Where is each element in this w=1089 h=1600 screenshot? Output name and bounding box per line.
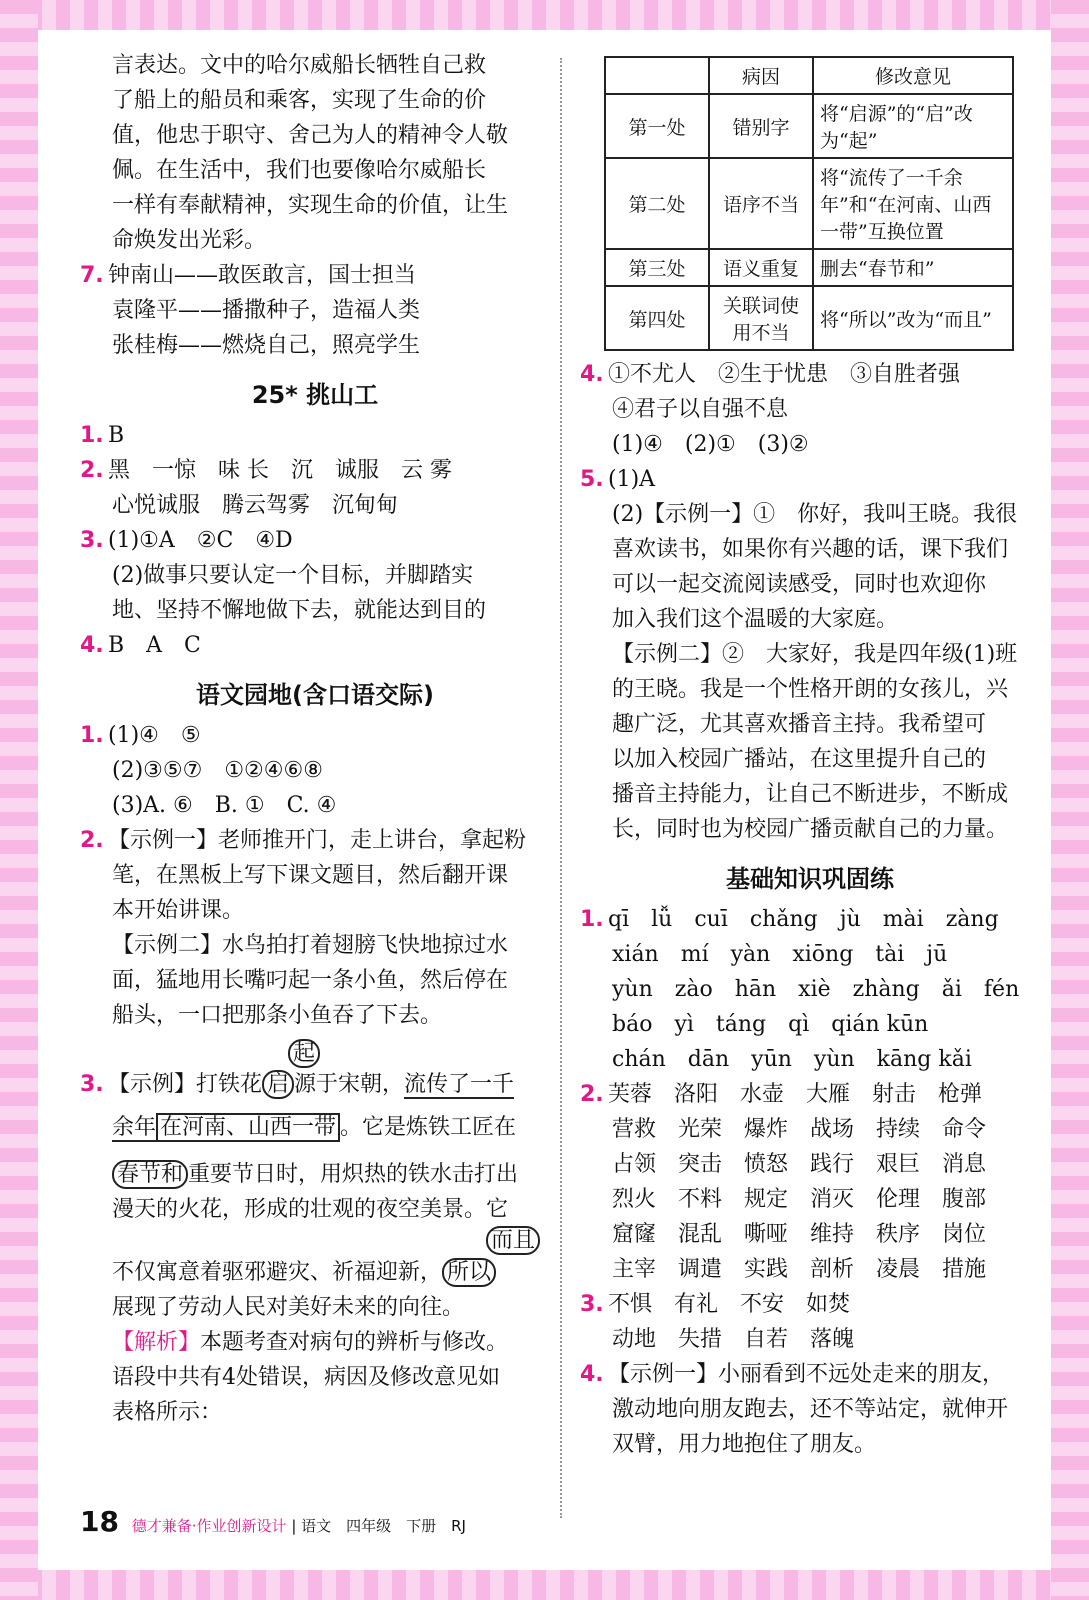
text-line: (1)①A ②C ④D — [108, 528, 293, 553]
text-line: 地、坚持不懈地做下去，就能达到目的 — [112, 598, 487, 623]
text-line: 春节和 — [112, 1160, 188, 1189]
error-table — [604, 56, 1014, 351]
text-line: 不惧 有礼 不安 如焚 — [608, 1292, 851, 1317]
text-line: 激动地向朋友跑去，还不等站定，就伸开 — [612, 1397, 1009, 1422]
text-line: 将“启源”的“启”改为“起” — [813, 94, 1013, 158]
text-line: yùn zào hān xiè zhàng ǎi fén — [612, 977, 1020, 1002]
text-line: 关联词使用不当 — [709, 286, 813, 350]
decorative-border-left — [0, 0, 38, 1600]
text-line: 语段中共有4处错误，病因及修改意见如 — [112, 1365, 500, 1390]
text-line: 重要节日时，用炽热的铁水击打出 — [188, 1162, 519, 1187]
text-line: 本开始讲课。 — [112, 898, 245, 923]
question-7 — [80, 258, 550, 363]
text-line: 言表达。文中的哈尔威船长牺牲自己救 — [112, 53, 487, 78]
text-line — [605, 57, 709, 94]
text-line: (1)④ ⑤ — [108, 723, 201, 748]
text-line: 表格所示： — [112, 1400, 223, 1425]
text-line: 双臂，用力地抱住了朋友。 — [612, 1432, 877, 1457]
text-line: B — [108, 423, 125, 448]
text-line: 3. — [80, 1072, 104, 1097]
text-line: 笔，在黑板上写下课文题目，然后翻开课 — [112, 863, 509, 888]
text-line: 不仅寓意着驱邪避灾、祈福迎新， — [112, 1260, 443, 1285]
text-line: ④君子以自强不息 — [612, 397, 789, 422]
text-line: 将“流传了一千余年”和“在河南、山西一带”互换位置 — [813, 158, 1013, 249]
text-line: 占领 突击 愤怒 践行 艰巨 消息 — [612, 1152, 987, 1177]
text-line: 趣广泛，尤其喜欢播音主持。我希望可 — [612, 712, 987, 737]
text-line: xián mí yàn xiōng tài jū — [612, 942, 948, 967]
text-line: 1. — [580, 907, 604, 932]
text-line: 喜欢读书，如果你有兴趣的话，课下我们 — [612, 537, 1009, 562]
decorative-border-top — [0, 0, 1089, 30]
text-line: 第四处 — [605, 286, 709, 350]
text-line: 加入我们这个温暖的大家庭。 — [612, 607, 899, 632]
section-jichu-answers — [580, 902, 1040, 1462]
text-line: ①不尤人 ②生于忧患 ③自胜者强 — [608, 362, 961, 387]
text-line: 第一处 — [605, 94, 709, 158]
text-line: 面，猛地用长嘴叼起一条小鱼，然后停在 — [112, 968, 509, 993]
text-line: 2. — [80, 828, 104, 853]
text-line: 修改意见 — [813, 57, 1013, 94]
question-5 — [580, 462, 1040, 847]
text-line: chán dān yūn yùn kāng kǎi — [612, 1047, 972, 1072]
section-title-jichu: 基础知识巩固练 — [726, 865, 894, 893]
text-line: 播音主持能力，让自己不断进步，不断成 — [612, 782, 1009, 807]
text-line: 5. — [580, 467, 604, 492]
text-line: (3)A. ⑥ B. ① C. ④ — [112, 793, 337, 818]
table-row — [605, 249, 1013, 286]
text-line: 芙蓉 洛阳 水壶 大雁 射击 枪弹 — [608, 1082, 983, 1107]
text-line: (1)④ (2)① (3)② — [612, 432, 809, 457]
text-line: 启 — [262, 1070, 294, 1099]
text-line: 删去“春节和” — [813, 249, 1013, 286]
text-line: 命焕发出光彩。 — [112, 228, 267, 253]
text-line: 第二处 — [605, 158, 709, 249]
correction-mark-erqie: 而且 — [486, 1226, 540, 1255]
book-info: | 语文 四年级 下册 RJ — [291, 1517, 466, 1535]
text-line: 余年 — [112, 1115, 157, 1140]
text-line: 一样有奉献精神，实现生命的价值，让生 — [112, 193, 509, 218]
text-line: báo yì táng qì qián kūn — [612, 1012, 929, 1037]
text-line: 错别字 — [709, 94, 813, 158]
text-line: B A C — [108, 633, 201, 658]
text-line: 流传了一千 — [404, 1072, 515, 1097]
text-line: 【示例一】小丽看到不远处走来的朋友， — [608, 1362, 1005, 1387]
text-line: 可以一起交流阅读感受，同时也欢迎你 — [612, 572, 987, 597]
text-line: 钟南山——敢医敢言，国士担当 — [108, 263, 417, 288]
table-row — [605, 286, 1013, 350]
text-line: 袁隆平——播撒种子，造福人类 — [112, 298, 421, 323]
text-line: 7. — [80, 263, 104, 288]
decorative-border-bottom — [0, 1570, 1089, 1600]
text-line: 2. — [580, 1082, 604, 1107]
text-line: 【示例二】② 大家好，我是四年级(1)班 — [612, 642, 1018, 667]
text-line: 营救 光荣 爆炸 战场 持续 命令 — [612, 1117, 987, 1142]
text-line: (2)③⑤⑦ ①②④⑥⑧ — [112, 758, 323, 783]
answer-page — [60, 48, 1050, 1538]
text-line: 【示例二】水鸟拍打着翅膀飞快地掠过水 — [112, 933, 509, 958]
text-line: 以加入校园广播站，在这里提升自己的 — [612, 747, 987, 772]
section-25-answers — [80, 418, 550, 663]
intro-paragraph — [80, 48, 550, 258]
text-line: 语序不当 — [709, 158, 813, 249]
text-line: 佩。在生活中，我们也要像哈尔威船长 — [112, 158, 487, 183]
text-line: 4. — [80, 633, 104, 658]
text-line: 了船上的船员和乘客，实现了生命的价 — [112, 88, 487, 113]
text-line: 3. — [580, 1292, 604, 1317]
text-line: 所以 — [442, 1258, 496, 1287]
text-line: 语义重复 — [709, 249, 813, 286]
left-column — [80, 48, 550, 1430]
text-line: (2)【示例一】① 你好，我叫王晓。我很 — [612, 502, 1018, 527]
text-line: 源于宋朝， — [294, 1072, 405, 1097]
text-line: qī lǚ cuī chǎng jù mài zàng — [608, 907, 999, 932]
text-line: (1)A — [608, 467, 656, 492]
text-line: 心悦诚服 腾云驾雾 沉甸甸 — [112, 493, 399, 518]
text-line: 。它是炼铁工匠在 — [340, 1115, 517, 1140]
text-line: 主宰 调遣 实践 剖析 凌晨 措施 — [612, 1257, 987, 1282]
text-line: 2. — [80, 458, 104, 483]
text-line: 1. — [80, 723, 104, 748]
text-line: 4. — [580, 362, 604, 387]
question-3-correction — [80, 1041, 550, 1430]
text-line: 1. — [80, 423, 104, 448]
column-divider — [560, 58, 562, 1518]
section-title-yuwen: 语文园地(含口语交际) — [196, 681, 434, 709]
text-line: 在河南、山西一带 — [156, 1113, 340, 1142]
text-line: 值，他忠于职守、舍己为人的精神令人敬 — [112, 123, 509, 148]
text-line: 4. — [580, 1362, 604, 1387]
text-line: 3. — [80, 528, 104, 553]
text-line: 【示例一】老师推开门，走上讲台，拿起粉 — [108, 828, 527, 853]
text-line: 本题考查对病句的辨析与修改。 — [200, 1330, 509, 1355]
text-line: 黑 一惊 味 长 沉 诚服 云 雾 — [108, 458, 452, 483]
text-line: 将“所以”改为“而且” — [813, 286, 1013, 350]
page-number: 18 — [80, 1505, 119, 1538]
text-line: 的王晓。我是一个性格开朗的女孩儿，兴 — [612, 677, 1009, 702]
table-row — [605, 94, 1013, 158]
section-title-25: 25* 挑山工 — [251, 381, 379, 409]
text-line: 张桂梅——燃烧自己，照亮学生 — [112, 333, 421, 358]
text-line: 【示例】打铁花 — [108, 1072, 263, 1097]
text-line: 窟窿 混乱 嘶哑 维持 秩序 岗位 — [612, 1222, 987, 1247]
question-4 — [580, 357, 1040, 462]
section-yuwen-answers — [80, 718, 550, 1033]
text-line: (2)做事只要认定一个目标，并脚踏实 — [112, 563, 474, 588]
analysis-label: 【解析】 — [112, 1330, 201, 1355]
text-line: 病因 — [709, 57, 813, 94]
text-line: 船头，一口把那条小鱼吞了下去。 — [112, 1003, 443, 1028]
text-line: 漫天的火花，形成的壮观的夜空美景。它 — [112, 1197, 509, 1222]
page-footer — [80, 1505, 466, 1538]
text-line: 长，同时也为校园广播贡献自己的力量。 — [612, 817, 1009, 842]
text-line: 烈火 不料 规定 消灭 伦理 腹部 — [612, 1187, 987, 1212]
text-line: 展现了劳动人民对美好未来的向往。 — [112, 1295, 465, 1320]
brand-name: 德才兼备·作业创新设计 — [131, 1517, 287, 1535]
table-row — [605, 158, 1013, 249]
decorative-border-right — [1051, 0, 1089, 1600]
text-line: 动地 失措 自若 落魄 — [612, 1327, 855, 1352]
correction-mark-qi: 起 — [288, 1039, 320, 1068]
text-line: 第三处 — [605, 249, 709, 286]
right-column — [580, 48, 1040, 1462]
